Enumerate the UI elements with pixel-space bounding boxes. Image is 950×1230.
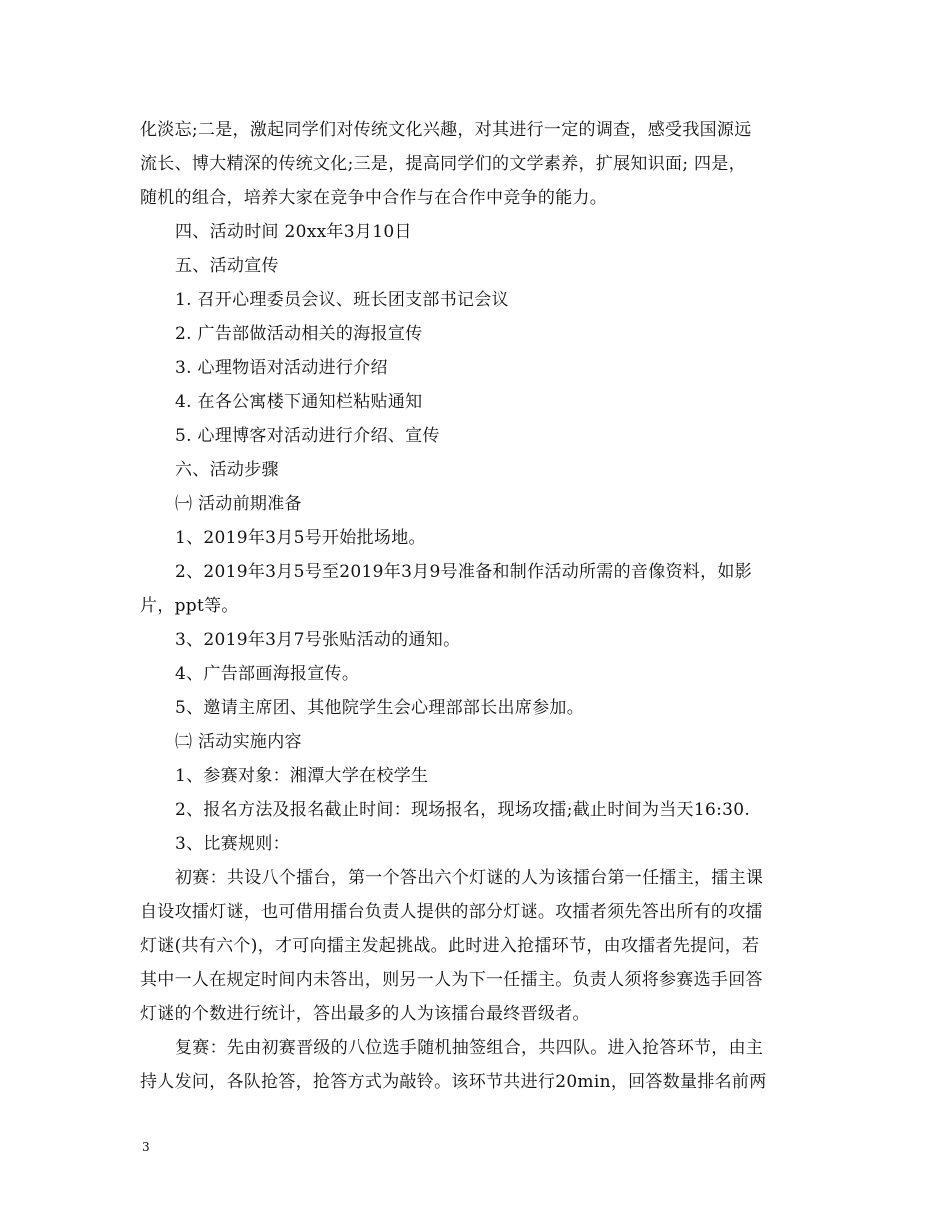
paragraph-line: 化淡忘;二是，激起同学们对传统文化兴趣，对其进行一定的调查，感受我国源远 [140, 120, 752, 140]
paragraph-line: 持人发问，各队抢答，抢答方式为敲铃。该环节共进行20min，回答数量排名前两 [140, 1072, 767, 1092]
list-item: 5. 心理博客对活动进行介绍、宣传 [175, 426, 440, 446]
list-item: 3、2019年3月7号张贴活动的通知。 [175, 630, 461, 650]
paragraph-line: 片，ppt等。 [140, 596, 239, 616]
list-item: 1. 召开心理委员会议、班长团支部书记会议 [175, 290, 509, 310]
list-item: 5、邀请主席团、其他院学生会心理部部长出席参加。 [175, 698, 585, 718]
page-number: 3 [142, 1140, 150, 1154]
list-item: 1、2019年3月5号开始批场地。 [175, 528, 426, 548]
paragraph-line: 初赛：共设八个擂台，第一个答出六个灯谜的人为该擂台第一任擂主，擂主课 [175, 868, 764, 888]
paragraph-line: 复赛：先由初赛晋级的八位选手随机抽签组合，共四队。进入抢答环节，由主 [175, 1038, 764, 1058]
list-item: 3、比赛规则： [175, 834, 290, 854]
list-item: 2、2019年3月5号至2019年3月9号准备和制作活动所需的音像资料，如影 [175, 562, 753, 582]
subsection-heading: ㈡ 活动实施内容 [175, 732, 302, 752]
list-item: 3. 心理物语对活动进行介绍 [175, 358, 388, 378]
paragraph-line: 随机的组合，培养大家在竞争中合作与在合作中竞争的能力。 [140, 188, 608, 208]
list-item: 1、参赛对象：湘潭大学在校学生 [175, 766, 429, 786]
paragraph-line: 流长、博大精深的传统文化;三是，提高同学们的文学素养，扩展知识面; 四是， [140, 154, 746, 174]
list-item: 4、广告部画海报宣传。 [175, 664, 360, 684]
paragraph-line: 灯谜的个数进行统计，答出最多的人为该擂台最终晋级者。 [140, 1004, 590, 1024]
section-heading: 五、活动宣传 [175, 256, 279, 276]
list-item: 2、报名方法及报名截止时间：现场报名，现场攻擂;截止时间为当天16:30. [175, 800, 751, 820]
section-heading: 六、活动步骤 [175, 460, 279, 480]
paragraph-line: 灯谜(共有六个)，才可向擂主发起挑战。此时进入抢擂环节，由攻擂者先提问，若 [140, 936, 760, 956]
paragraph-line: 其中一人在规定时间内未答出，则另一人为下一任擂主。负责人须将参赛选手回答 [140, 970, 763, 990]
list-item: 4. 在各公寓楼下通知栏粘贴通知 [175, 392, 423, 412]
section-heading: 四、活动时间 20xx年3月10日 [175, 222, 412, 242]
list-item: 2. 广告部做活动相关的海报宣传 [175, 324, 423, 344]
paragraph-line: 自设攻擂灯谜，也可借用擂台负责人提供的部分灯谜。攻擂者须先答出所有的攻擂 [140, 902, 763, 922]
subsection-heading: ㈠ 活动前期准备 [175, 494, 302, 514]
